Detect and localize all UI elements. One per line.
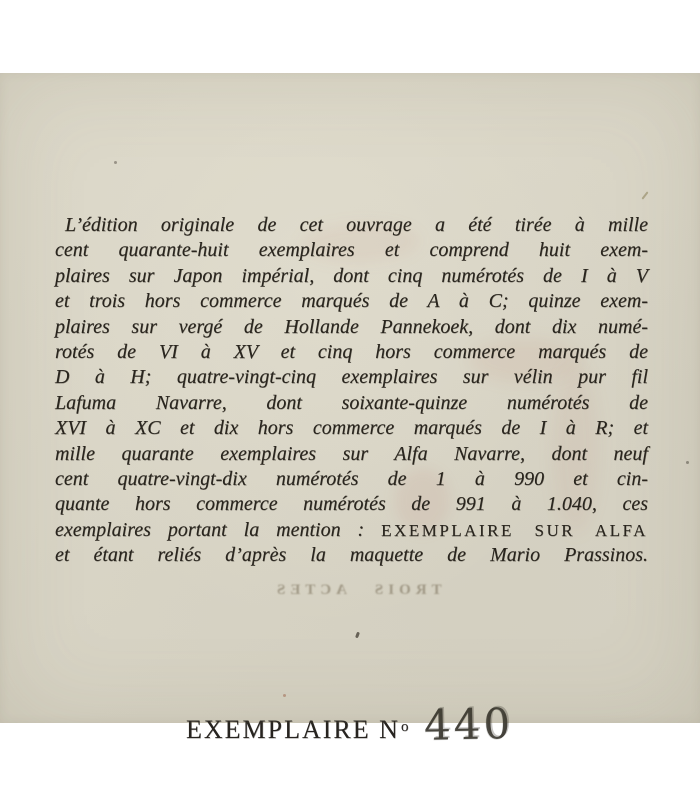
- colophon-line: [55, 315, 648, 340]
- colophon-segment: L’édition originale de cet ouvrage a été tirée à mille: [65, 214, 648, 236]
- colophon-line: [55, 518, 648, 543]
- colophon-segment: mille quarante exemplaires sur Alfa Navarre, dont neuf: [55, 442, 648, 465]
- colophon-segment: exemplaires portant la mention :: [55, 518, 382, 541]
- colophon-segment: plaires sur vergé de Hollande Pannekoek, dont dix numé-: [55, 315, 648, 338]
- colophon-line: [55, 543, 648, 568]
- colophon-line: [55, 416, 648, 441]
- colophon-line: [55, 391, 648, 416]
- ink-speck: [355, 632, 360, 639]
- colophon-segment: cent quatre-vingt-dix numérotés de 1 à 990 et cin-: [55, 468, 648, 491]
- colophon-segment: EXEMPLAIRE SUR ALFA: [381, 520, 648, 540]
- exemplaire-label-text: EXEMPLAIRE N: [186, 715, 400, 744]
- ink-speck: [686, 461, 689, 464]
- colophon-segment: Lafuma Navarre, dont soixante-quinze numérotés de: [55, 391, 648, 414]
- colophon-segment: rotés de VI à XV et cinq hors commerce marqués de: [55, 341, 648, 364]
- ink-speck: [114, 161, 117, 164]
- colophon-segment: D à H; quatre-vingt-cinq exemplaires sur vélin pur fil: [55, 366, 648, 389]
- colophon-line: [55, 365, 648, 390]
- colophon-segment: quante hors commerce numérotés de 991 à 1.040, ces: [55, 493, 648, 516]
- colophon-segment: et étant reliés d’après la maquette de Mario Prassinos.: [55, 544, 648, 567]
- mirrored-title-text: TROIS ACTES: [272, 582, 442, 598]
- colophon-segment: plaires sur Japon impérial, dont cinq numérotés de I à V: [55, 264, 648, 287]
- colophon-segment: et trois hors commerce marqués de A à C; quinze exem-: [55, 290, 648, 313]
- paper-fibre: [641, 191, 648, 199]
- colophon-line: [55, 442, 648, 467]
- book-page: [0, 73, 700, 750]
- colophon-segment: cent quarante-huit exemplaires et comprend huit exem-: [55, 239, 648, 262]
- colophon-line: [55, 238, 648, 263]
- colophon-line: [55, 492, 648, 517]
- copy-number-stamp: 440: [423, 699, 515, 750]
- exemplaire-label: [186, 715, 408, 744]
- limitation-line: [186, 699, 514, 748]
- colophon-line: [55, 264, 648, 289]
- colophon-segment: XVI à XC et dix hors commerce marqués de I à R; et: [55, 417, 648, 440]
- ink-speck: [283, 694, 286, 697]
- show-through-title: [0, 581, 700, 599]
- numero-ordinal: o: [400, 719, 409, 735]
- colophon-line: [55, 213, 648, 238]
- colophon-line: [55, 467, 648, 492]
- colophon-text: [55, 213, 648, 569]
- colophon-line: [55, 340, 648, 365]
- colophon-line: [55, 289, 648, 314]
